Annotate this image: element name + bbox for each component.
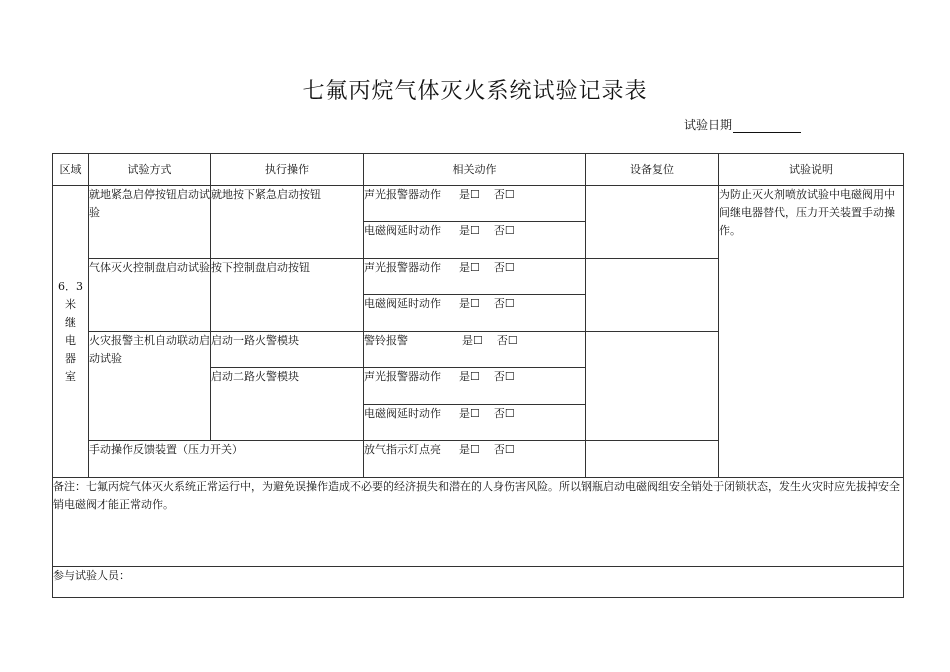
note-row	[53, 478, 904, 567]
test-record-table	[52, 153, 904, 598]
area-char: 继	[65, 315, 76, 329]
action-name: 声光报警器动作	[364, 370, 441, 383]
description-cell: 为防止灭火剂喷放试验中电磁阀用中间继电器替代，压力开关装置手动操作。	[719, 186, 904, 478]
no-checkbox[interactable]: 否☐	[493, 407, 515, 420]
method-cell: 就地紧急启停按钮启动试验	[89, 186, 211, 259]
action-cell	[364, 405, 586, 441]
method-cell: 气体灭火控制盘启动试验	[89, 259, 211, 332]
action-cell	[364, 441, 586, 478]
participants-label: 参与试验人员：	[53, 567, 904, 598]
action-cell	[364, 222, 586, 259]
action-cell	[364, 295, 586, 332]
no-checkbox[interactable]: 否☐	[493, 188, 515, 201]
action-name: 声光报警器动作	[364, 188, 441, 201]
yes-checkbox[interactable]: 是☐	[459, 224, 480, 237]
header-device-reset: 设备复位	[586, 154, 719, 186]
action-name: 放气指示灯点亮	[364, 443, 441, 456]
action-cell	[364, 259, 586, 295]
no-checkbox[interactable]: 否☐	[493, 370, 515, 383]
header-description: 试验说明	[719, 154, 904, 186]
area-char: 电	[65, 333, 76, 347]
action-cell	[364, 186, 586, 222]
no-checkbox[interactable]: 否☐	[493, 224, 515, 237]
table-row	[53, 186, 904, 222]
action-name: 声光报警器动作	[364, 261, 441, 274]
area-char: 室	[65, 369, 76, 383]
yes-checkbox[interactable]: 是☐	[459, 370, 480, 383]
operation-cell: 启动二路火警模块	[211, 368, 364, 441]
operation-cell: 启动一路火警模块	[211, 332, 364, 368]
yes-checkbox[interactable]: 是☐	[459, 407, 480, 420]
header-operation: 执行操作	[211, 154, 364, 186]
header-method: 试验方式	[89, 154, 211, 186]
note-text: 备注：七氟丙烷气体灭火系统正常运行中，为避免误操作造成不必要的经济损失和潜在的人身伤害风险。所以钢瓶启动电磁阀组安全销处于闭锁状态，发生火灾时应先拔掉安全销电磁阀才能正常动作。	[53, 478, 904, 567]
area-char: 6．3	[58, 279, 83, 293]
reset-cell[interactable]	[586, 259, 719, 332]
method-cell: 火灾报警主机自动联动启动试验	[89, 332, 211, 441]
action-cell	[364, 368, 586, 405]
header-area: 区域	[53, 154, 89, 186]
area-char: 米	[65, 297, 76, 311]
header-related-action: 相关动作	[364, 154, 586, 186]
operation-cell: 按下控制盘启动按钮	[211, 259, 364, 332]
yes-checkbox[interactable]: 是☐	[462, 334, 483, 347]
no-checkbox[interactable]: 否☐	[493, 443, 515, 456]
action-name: 电磁阀延时动作	[364, 224, 441, 237]
area-cell	[53, 186, 89, 478]
participants-row[interactable]	[53, 567, 904, 598]
no-checkbox[interactable]: 否☐	[496, 334, 518, 347]
area-char: 器	[65, 351, 76, 365]
header-row	[53, 154, 904, 186]
test-date-blank[interactable]	[733, 119, 801, 133]
page-title: 七氟丙烷气体灭火系统试验记录表	[302, 79, 648, 104]
action-cell	[364, 332, 586, 368]
test-date-label: 试验日期	[684, 118, 733, 132]
reset-cell[interactable]	[586, 332, 719, 441]
yes-checkbox[interactable]: 是☐	[459, 297, 480, 310]
action-name: 电磁阀延时动作	[364, 407, 441, 420]
yes-checkbox[interactable]: 是☐	[459, 443, 480, 456]
operation-cell: 就地按下紧急启动按钮	[211, 186, 364, 259]
action-name: 电磁阀延时动作	[364, 297, 441, 310]
yes-checkbox[interactable]: 是☐	[459, 188, 480, 201]
reset-cell[interactable]	[586, 186, 719, 259]
no-checkbox[interactable]: 否☐	[493, 297, 515, 310]
yes-checkbox[interactable]: 是☐	[459, 261, 480, 274]
no-checkbox[interactable]: 否☐	[493, 261, 515, 274]
test-date-field	[684, 116, 801, 133]
method-cell: 手动操作反馈装置（压力开关）	[89, 441, 364, 478]
action-name: 警铃报警	[364, 334, 408, 347]
reset-cell[interactable]	[586, 441, 719, 478]
